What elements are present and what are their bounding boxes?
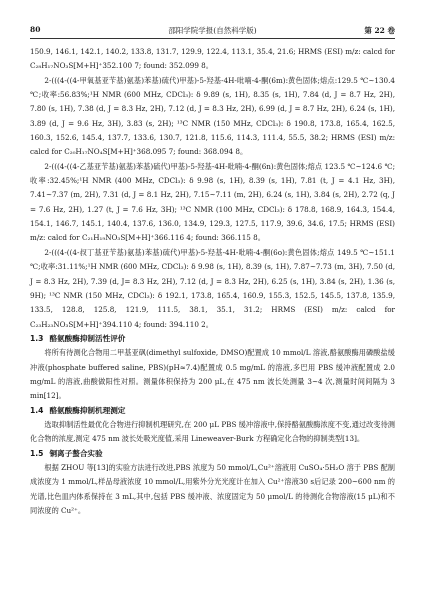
section-heading (30, 447, 395, 461)
volume-label: 第 22 卷 (364, 26, 395, 35)
body-paragraph: 2-(((4-((4-叔丁基亚苄基)氨基)苯基)硫代)甲基)-5-羟基-4H-吡喃-4-酮(6o):黄色固体;熔点 149.5 ℃~151.1 ℃;收率:31.11%;¹H NMR (600 MHz, CDCl₃): δ 9.98 (s, 1H), 8.39 (s, 1H), 7.87~7.73 (m, 3H), 7.50 (d, J = 8.3 Hz, 2H), 7.39 (d, J= 8.3 Hz, 2H), 7.12 (d, J = 8.3 Hz, 2H), 6.25 (s, 1H), 3.84 (s, 2H), 1.36 (s, 9H); ¹³C NMR (150 MHz, CDCl₃): δ 192.1, 173.8, 165.4, 160.9, 155.3, 152.5, 145.5, 137.8, 135.9, 133.5, 128.8, 125.8, 121.9, 111.5, 38.1, 35.1, 31.2; HRMS (ESI) m/z: calcd for C₂₃H₂₃NO₃S[M+H]⁺394.110 4; found: 394.110 2。 (30, 247, 395, 329)
body-paragraph: 2-(((4-((4-乙基亚苄基)氨基)苯基)硫代)甲基)-5-羟基-4H-吡喃-4-酮(6n):黄色固体;熔点 123.5 ℃~124.6 ℃;收率:32.45%;¹H NMR (400 MHz, CDCl₃): δ 9.98 (s, 1H), 8.39 (s, 1H), 7.81 (t, J = 4.1 Hz, 3H), 7.41~7.37 (m, 2H), 7.31 (d, J = 8.1 Hz, 2H), 7.15~7.11 (m, 2H), 6.24 (s, 1H), 3.84 (s, 2H), 2.72 (q, J = 7.6 Hz, 2H), 1.27 (t, J = 7.6 Hz, 3H); ¹³C NMR (100 MHz, CDCl₃): δ 178.8, 168.9, 164.3, 154.4, 154.1, 146.7, 145.1, 140.4, 137.6, 136.0, 134.9, 129.3, 127.5, 117.9, 39.6, 34.6, 17.5; HRMS (ESI) m/z: calcd for C₂₁H₁₉NO₃S[M+H]⁺366.116 4; found: 366.115 8。 (30, 161, 395, 243)
body-paragraph: 150.9, 146.1, 142.1, 140.2, 133.8, 131.7, 129.9, 122.4, 113.1, 35.4, 21.6; HRMS (ESI) m/z: calcd for C₂₈H₁₇NO₃S[M+H]⁺352.100 7; found: 352.099 8。 (30, 47, 395, 71)
section-number: 1.3 (30, 333, 44, 343)
section-title: 铜离子螯合实验 (49, 448, 103, 458)
body-paragraph: 将所有待测化合物用二甲基亚砜(dimethyl sulfoxide, DMSO)配置成 10 mmol/L 溶液,酪氨酸酶用磷酸盐缓冲液(phosphate buffered saline, PBS)(pH≈7.4)配置成 0.5 mg/mL 的溶液,多巴用 PBS 缓冲液配置成 2.0 mg/mL 的溶液,曲酸做阳性对照。测量体积保持为 200 μL,在 475 nm 波长处测量 3~4 次,测量时间间隔为 3 min[12]。 (30, 348, 395, 401)
page-number: 80 (30, 25, 41, 34)
journal-title: 邵阳学院学报(自然科学版) (168, 26, 257, 35)
page-header (30, 22, 395, 39)
body-paragraph: 2-(((4-((4-甲氧基亚苄基)氨基)苯基)硫代)甲基)-5-羟基-4H-吡喃-4-酮(6m):黄色固体;熔点:129.5 ℃~130.4 ℃;收率:56.83%;¹H NMR (600 MHz, CDCl₃): δ 9.89 (s, 1H), 8.35 (s, 1H), 7.84 (d, J = 8.7 Hz, 2H), 7.80 (s, 1H), 7.38 (d, J = 8.3 Hz, 2H), 7.12 (d, J = 8.3 Hz, 2H), 6.99 (d, J = 8.7 Hz, 2H), 6.24 (s, 1H), 3.89 (d, J = 9.6 Hz, 3H), 3.83 (s, 2H); ¹³C NMR (150 MHz, CDCl₃): δ 190.8, 173.8, 165.4, 162.5, 160.3, 152.6, 145.4, 137.7, 133.6, 130.7, 121.8, 115.6, 114.3, 111.4, 55.5, 38.2; HRMS (ESI) m/z: calcd for C₂₀H₁₇NO₄S[M+H]⁺368.095 7; found: 368.094 8。 (30, 75, 395, 157)
body-paragraph: 根据 ZHOU 等[13]的实验方法进行改进,PBS 浓度为 50 mmol/L,Cu²⁺溶液用 CuSO₄·5H₂O 溶于 PBS 配制成浓度为 1 mmol/L,样品母液浓度 10 mmol/L,用紫外分光光度计在加入 Cu²⁺溶液30 s后记录 200~600 nm 的光谱,比色皿内体系保持在 3 mL,其中,包括 PBS 缓冲液、浓度固定为 50 μmol/L 的待测化合物溶液(15 μL)和不同浓度的 Cu²⁺。 (30, 462, 395, 515)
section-title: 酪氨酸酶抑制活性评价 (49, 333, 126, 343)
section-heading (30, 332, 395, 346)
section-heading (30, 404, 395, 418)
section-title: 酪氨酸酶抑制机理测定 (49, 405, 126, 415)
article-body (30, 45, 395, 518)
section-number: 1.4 (30, 405, 44, 415)
section-number: 1.5 (30, 448, 44, 458)
body-paragraph: 选取抑制活性最优化合物进行抑制机理研究,在 200 μL PBS 缓冲溶液中,保持酪氨酸酶浓度不变,通过改变待测化合物的浓度,测定 475 nm 波长处吸光度值,采用 Lineweaver-Burk 方程确定化合物的抑制类型[13]。 (30, 419, 395, 444)
